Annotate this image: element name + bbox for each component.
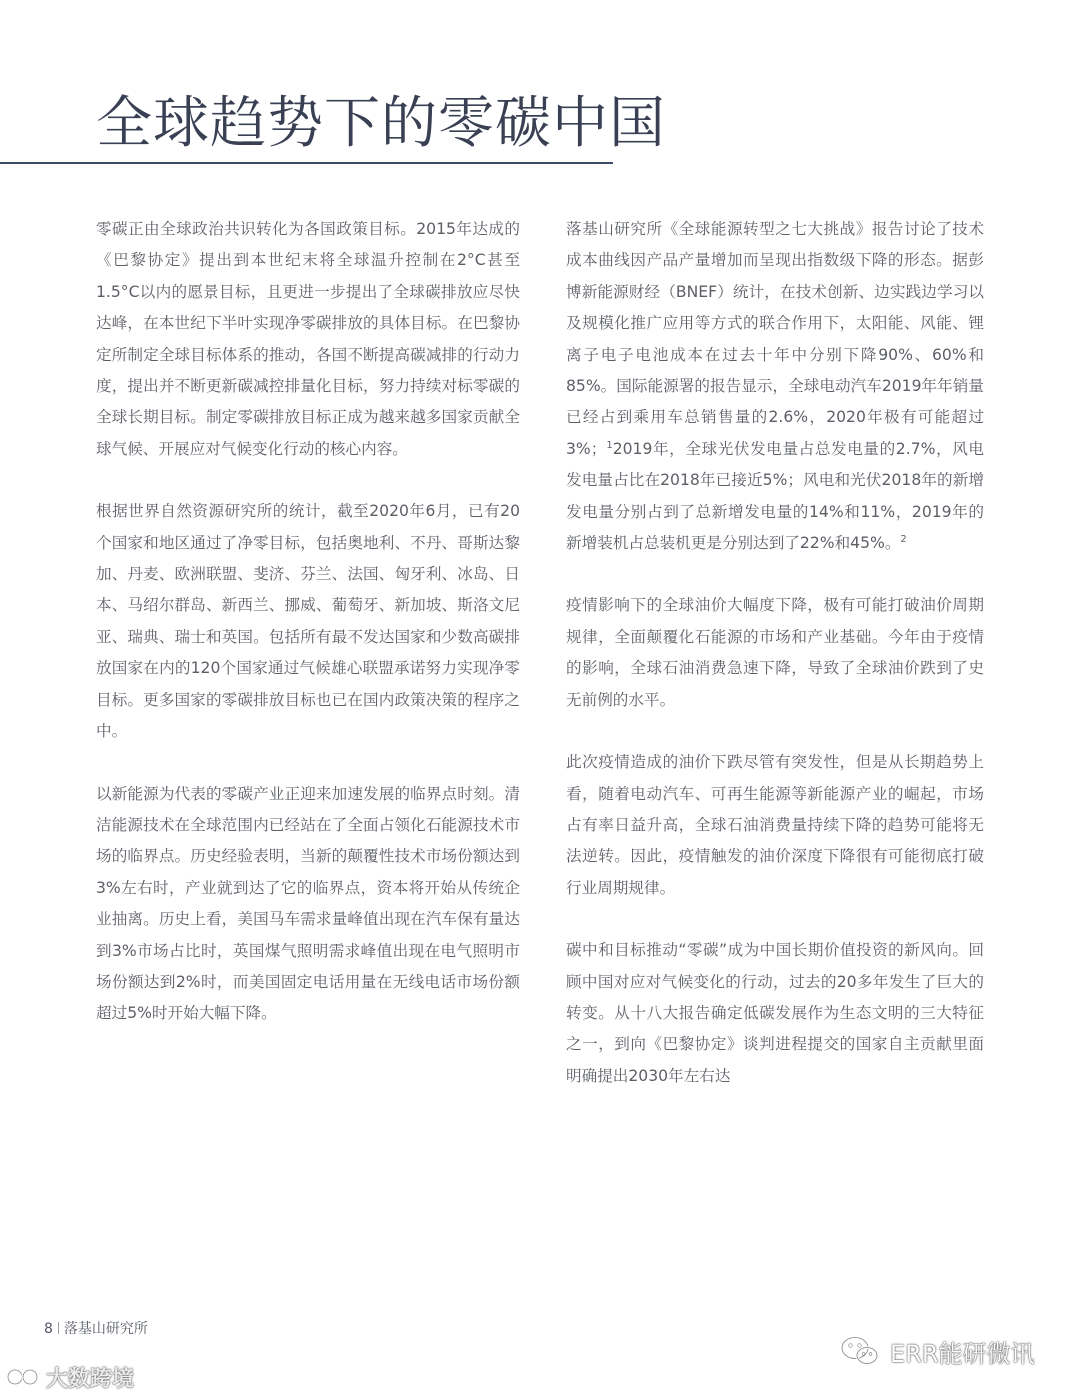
watermark-left bbox=[6, 1360, 134, 1394]
watermark-right-text: ERR能研微讯 bbox=[890, 1339, 1035, 1368]
left-column bbox=[96, 214, 520, 1061]
footnote-marker: 2 bbox=[900, 533, 907, 545]
publisher-name: 落基山研究所 bbox=[63, 1321, 148, 1337]
footnote-marker: 1 bbox=[606, 439, 613, 451]
watermark-right bbox=[840, 1333, 1035, 1369]
watermark-left-text: 大数跨境 bbox=[46, 1366, 135, 1392]
right-column bbox=[566, 214, 984, 1123]
paragraph: 碳中和目标推动“零碳”成为中国长期价值投资的新风向。回顾中国对应对气候变化的行动，过去的20多年发生了巨大的转变。从十八大报告确定低碳发展作为生态文明的三大特征之一，到向《巴黎协定》谈判进程提交的国家自主贡献里面明确提出2030年左右达 bbox=[566, 941, 984, 1085]
page-number: 8 bbox=[44, 1321, 53, 1337]
paragraph-text: 落基山研究所《全球能源转型之七大挑战》报告讨论了技术成本曲线因产品产量增加而呈现出指数级下降的形态。据彭博新能源财经（BNEF）统计，在技术创新、边实践边学习以及规模化推广应用等方式的联合作用下，太阳能、风能、锂离子电子电池成本在过去十年中分别下降90%、60%和85%。国际能源署的报告显示，全球电动汽车2019年年销量已经占到乘用车总销售量的2.6%，2020年极有可能超过3%； bbox=[566, 220, 984, 458]
paragraph: 此次疫情造成的油价下跌尽管有突发性，但是从长期趋势上看，随着电动汽车、可再生能源等新能源产业的崛起，市场占有率日益升高，全球石油消费量持续下降的趋势可能将无法逆转。因此，疫情触发的油价深度下降很有可能彻底打破行业周期规律。 bbox=[566, 753, 984, 897]
watermark-logo-icon bbox=[6, 1364, 40, 1390]
paragraph-text: 2019年，全球光伏发电量占总发电量的2.7%，风电发电量占比在2018年已接近5%；风电和光伏2018年的新增发电量分别占到了总新增发电量的14%和11%，2019年的新增装机占总装机更是分别达到了22%和45%。 bbox=[566, 439, 984, 553]
footer-divider bbox=[58, 1322, 59, 1334]
paragraph: 疫情影响下的全球油价大幅度下降，极有可能打破油价周期规律，全面颠覆化石能源的市场和产业基础。今年由于疫情的影响，全球石油消费急速下降，导致了全球油价跌到了史无前例的水平。 bbox=[566, 596, 984, 709]
page-footer bbox=[44, 1320, 148, 1338]
paragraph: 以新能源为代表的零碳产业正迎来加速发展的临界点时刻。清洁能源技术在全球范围内已经站在了全面占领化石能源技术市场的临界点。历史经验表明，当新的颠覆性技术市场份额达到3%左右时，产业就到达了它的临界点，资本将开始从传统企业抽离。历史上看，美国马车需求量峰值出现在汽车保有量达到3%市场占比时，英国煤气照明需求峰值出现在电气照明市场份额达到2%时，而美国固定电话用量在无线电话市场份额超过5%时开始大幅下降。 bbox=[96, 784, 520, 1023]
paragraph: 零碳正由全球政治共识转化为各国政策目标。2015年达成的《巴黎协定》提出到本世纪末将全球温升控制在2°C甚至1.5°C以内的愿景目标，且更进一步提出了全球碳排放应尽快达峰，在本世纪下半叶实现净零碳排放的具体目标。在巴黎协定所制定全球目标体系的推动，各国不断提高碳减排的行动力度，提出并不断更新碳减控排量化目标，努力持续对标零碳的全球长期目标。制定零碳排放目标正成为越来越多国家贡献全球气候、开展应对气候变化行动的核心内容。 bbox=[96, 220, 520, 458]
title-underline bbox=[0, 162, 613, 164]
paragraph bbox=[566, 214, 984, 559]
paragraph: 根据世界自然资源研究所的统计，截至2020年6月，已有20个国家和地区通过了净零目标，包括奥地利、不丹、哥斯达黎加、丹麦、欧洲联盟、斐济、芬兰、法国、匈牙利、冰岛、日本、马绍尔群岛、新西兰、挪威、葡萄牙、新加坡、斯洛文尼亚、瑞典、瑞士和英国。包括所有最不发达国家和少数高碳排放国家在内的120个国家通过气候雄心联盟承诺努力实现净零目标。更多国家的零碳排放目标也已在国内政策决策的程序之中。 bbox=[96, 502, 520, 741]
wechat-icon bbox=[840, 1334, 880, 1368]
page-title: 全球趋势下的零碳中国 bbox=[96, 91, 666, 156]
